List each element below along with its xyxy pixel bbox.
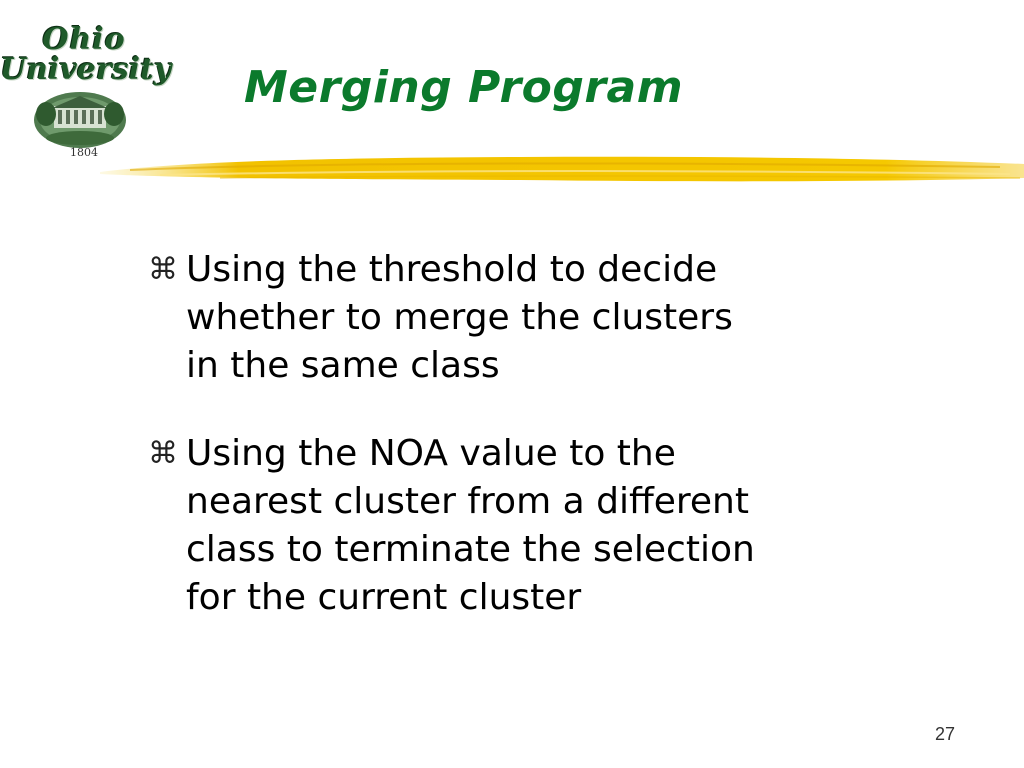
slide-title: Merging Program [244,62,684,113]
bullet-line: for the current cluster [186,577,582,618]
logo-text-ohio: Ohio [42,22,126,57]
bullet-line: Using the NOA value to the [186,433,676,474]
bullet-line: class to terminate the selection [186,529,755,570]
bullet-item-2 [148,430,848,622]
bullet-list [148,246,848,662]
bullet-item-1 [148,246,848,390]
yellow-brush-stroke [100,148,1024,188]
logo-text-university: University [0,52,172,87]
bullet-line: Using the threshold to decide [186,249,718,290]
page-number: 27 [935,724,956,744]
z-bullet-icon: ⌘ [148,436,178,471]
campus-seal-icon [30,84,130,150]
bullet-line: nearest cluster from a different [186,481,749,522]
ohio-university-logo [0,18,172,166]
bullet-line: in the same class [186,345,500,386]
logo-year: 1804 [70,146,98,159]
bullet-line: whether to merge the clusters [186,297,733,338]
z-bullet-icon: ⌘ [148,252,178,287]
